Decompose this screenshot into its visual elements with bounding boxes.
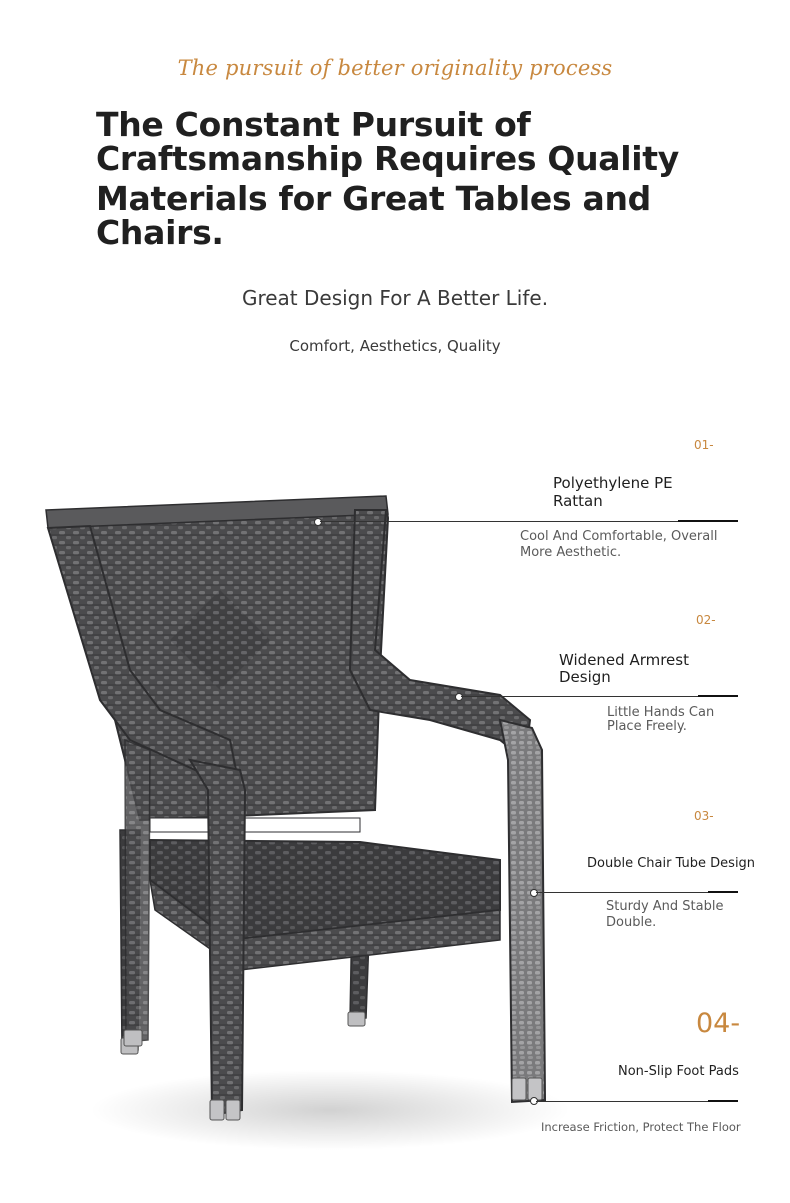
feature-1-title-line-1: Polyethylene PE: [553, 474, 673, 492]
feature-1-pointer-accent: [678, 520, 738, 522]
feature-3-pointer-accent: [708, 891, 738, 893]
headline-line-3: Materials for Great Tables and: [96, 179, 651, 218]
subtitle: Great Design For A Better Life.: [241, 286, 549, 310]
feature-4-title: Non-Slip Foot Pads: [618, 1064, 739, 1079]
rattan-armchair-illustration: [30, 470, 570, 1150]
feature-2-pointer-line: [461, 696, 738, 697]
feature-3-description: [606, 899, 723, 931]
feature-1-description: [520, 529, 717, 561]
feature-1-title-line-2: Rattan: [553, 492, 603, 510]
feature-1-desc-line-2: More Aesthetic.: [520, 545, 622, 560]
feature-4-pointer-accent: [708, 1100, 738, 1102]
feature-3-desc-line-1: Sturdy And Stable: [606, 899, 724, 914]
feature-2-description: [607, 706, 714, 734]
feature-1-title: [553, 474, 673, 510]
feature-1-number: 01-: [694, 438, 714, 452]
tagline: Comfort, Aesthetics, Quality: [289, 337, 501, 355]
headline: [96, 105, 736, 252]
feature-2-title: [559, 652, 689, 686]
feature-3-marker: [530, 889, 538, 897]
headline-line-2: Craftsmanship Requires Quality: [96, 139, 679, 178]
feature-2-desc-line-2: Place Freely.: [607, 719, 687, 734]
feature-2-pointer-accent: [698, 695, 738, 697]
feature-1-desc-line-1: Cool And Comfortable, Overall: [520, 529, 718, 544]
feature-2-marker: [455, 693, 463, 701]
feature-2-title-line-2: Design: [559, 668, 611, 686]
feature-3-number: 03-: [694, 809, 714, 823]
script-tagline: The pursuit of better originality process: [177, 56, 613, 80]
feature-2-number: 02-: [696, 613, 716, 627]
feature-2-desc-line-1: Little Hands Can: [607, 705, 715, 720]
feature-4-number: 04-: [696, 1008, 741, 1039]
feature-1-marker: [314, 518, 322, 526]
feature-4-description: Increase Friction, Protect The Floor: [541, 1120, 741, 1134]
feature-3-desc-line-2: Double.: [606, 915, 657, 930]
feature-2-title-line-1: Widened Armrest: [559, 651, 689, 669]
headline-line-4: Chairs.: [96, 213, 224, 252]
headline-line-1: The Constant Pursuit of: [96, 105, 531, 144]
feature-1-pointer-line: [320, 521, 738, 522]
feature-3-title: Double Chair Tube Design: [587, 856, 756, 871]
